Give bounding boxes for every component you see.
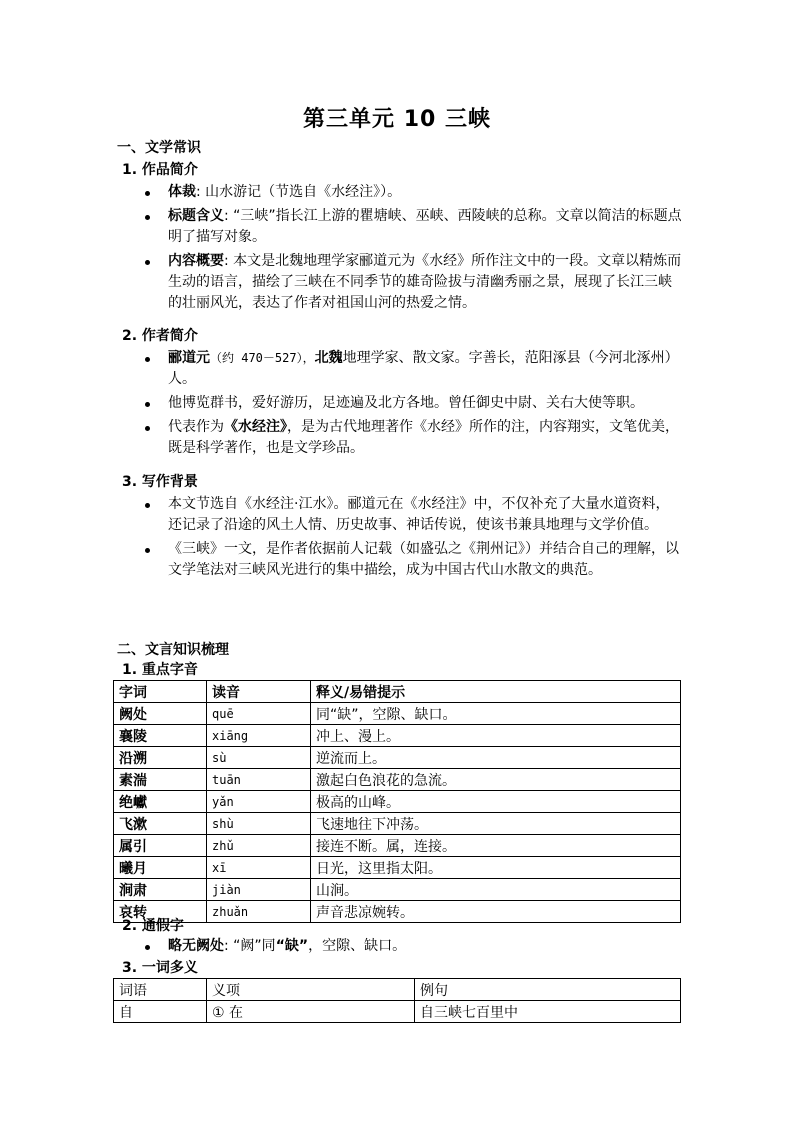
table-cell: 激起白色浪花的急流。: [311, 769, 681, 791]
background-list: [143, 494, 683, 584]
table-cell: 接连不断。属，连接。: [311, 835, 681, 857]
table-cell: 山涧。: [311, 879, 681, 901]
section1-sub1-heading: 1. 作品简介: [122, 162, 198, 178]
list-item: [143, 393, 683, 414]
tongjia-text-c: ，空隙、缺口。: [308, 938, 407, 954]
table-cell: jiàn: [207, 879, 311, 901]
column-header: 释义/易错提示: [311, 681, 681, 703]
table-cell: shù: [207, 813, 311, 835]
column-header: 词语: [114, 979, 207, 1001]
section2-sub2-heading: 2. 通假字: [122, 918, 184, 934]
column-header: 字词: [114, 681, 207, 703]
item-text: : “三峡”指长江上游的瞿塘峡、巫峡、西陵峡的总称。文章以简洁的标题点明了描写对象。: [168, 208, 682, 245]
table-cell: xī: [207, 857, 311, 879]
list-item: [143, 417, 683, 459]
table-cell: 阙处: [114, 703, 207, 725]
list-item: [143, 251, 683, 314]
table-row: [114, 769, 681, 791]
table-cell: 飞速地往下冲荡。: [311, 813, 681, 835]
table-cell: 极高的山峰。: [311, 791, 681, 813]
list-item: [143, 182, 683, 203]
item-label: 内容概要: [168, 253, 224, 269]
author-desc-2: 他博览群书，爱好游历，足迹遍及北方各地。曾任御史中尉、关右大使等职。: [168, 395, 644, 411]
column-header: 读音: [207, 681, 311, 703]
table-cell: 自三峡七百里中: [415, 1001, 681, 1023]
work-title: 《水经注》: [224, 419, 287, 435]
table-cell: 哀转: [114, 901, 207, 923]
list-item: [143, 936, 683, 957]
table-cell: 素湍: [114, 769, 207, 791]
table-cell: 逆流而上。: [311, 747, 681, 769]
page-title: 第三单元 10 三峡: [303, 107, 491, 132]
section2-sub3-heading: 3. 一词多义: [122, 960, 198, 976]
section1-sub2-heading: 2. 作者简介: [122, 328, 198, 344]
table-cell: zhǔ: [207, 835, 311, 857]
table-cell: 声音悲凉婉转。: [311, 901, 681, 923]
section1-sub3-heading: 3. 写作背景: [122, 474, 198, 490]
table-header-row: [114, 681, 681, 703]
author-desc: 地理学家、散文家。字善长，范阳涿县（今河北涿州）人。: [168, 350, 679, 387]
item-label: 标题含义: [168, 208, 224, 224]
author-intro-list: [143, 348, 683, 462]
table-row: [114, 879, 681, 901]
list-item: 本文节选自《水经注·江水》。郦道元在《水经注》中，不仅补充了大量水道资料，还记录了沿途的风土人情、历史故事、神话传说，使该书兼具地理与文学价值。: [143, 494, 683, 536]
table-cell: tuān: [207, 769, 311, 791]
column-header: 义项: [207, 979, 415, 1001]
table-cell: ① 在: [207, 1001, 415, 1023]
pronunciation-table: [113, 680, 681, 923]
item-label: 体裁: [168, 184, 196, 200]
table-cell: 涧肃: [114, 879, 207, 901]
table-row: [114, 725, 681, 747]
item-text: : 山水游记（节选自《水经注》）。: [196, 184, 402, 200]
table-cell: 冲上、漫上。: [311, 725, 681, 747]
tongjia-label: 略无阙处: [168, 938, 224, 954]
author-era: 北魏: [314, 350, 343, 366]
table-row: [114, 835, 681, 857]
table-cell: 属引: [114, 835, 207, 857]
tongjia-list: [143, 936, 683, 960]
work-pre: 代表作为: [168, 419, 224, 435]
table-row: [114, 791, 681, 813]
table-row: [114, 1001, 681, 1023]
table-cell: sù: [207, 747, 311, 769]
table-row: [114, 813, 681, 835]
column-header: 例句: [415, 979, 681, 1001]
tongjia-text-a: : “阙”同: [224, 938, 276, 954]
table-cell: zhuǎn: [207, 901, 311, 923]
list-item: 《三峡》一文，是作者依据前人记载（如盛弘之《荆州记》）并结合自己的理解，以文学笔法对三峡风光进行的集中描绘，成为中国古代山水散文的典范。: [143, 539, 683, 581]
table-cell: yǎn: [207, 791, 311, 813]
table-row: [114, 703, 681, 725]
table-cell: 沿溯: [114, 747, 207, 769]
tongjia-text-b: “缺”: [275, 938, 309, 954]
table-header-row: [114, 979, 681, 1001]
section1-heading: 一、文学常识: [117, 140, 201, 156]
table-cell: 自: [114, 1001, 207, 1023]
list-item: [143, 206, 683, 248]
list-item: [143, 348, 683, 390]
work-post: ，是为古代地理著作《水经》所作的注，内容翔实，文笔优美，既是科学著作，也是文学珍品。: [168, 419, 679, 456]
author-name: 郦道元: [168, 350, 210, 366]
table-row: [114, 857, 681, 879]
table-row: [114, 901, 681, 923]
table-cell: 绝巘: [114, 791, 207, 813]
table-cell: 日光，这里指太阳。: [311, 857, 681, 879]
table-cell: quē: [207, 703, 311, 725]
polysemy-table: [113, 978, 681, 1023]
work-intro-list: [143, 182, 683, 317]
table-row: [114, 747, 681, 769]
table-cell: 飞漱: [114, 813, 207, 835]
table-cell: 襄陵: [114, 725, 207, 747]
table-cell: 曦月: [114, 857, 207, 879]
section2-sub1-heading: 1. 重点字音: [122, 662, 198, 678]
author-years: （约 470－527），: [210, 351, 315, 365]
table-cell: 同“缺”，空隙、缺口。: [311, 703, 681, 725]
section2-heading: 二、文言知识梳理: [117, 642, 229, 658]
item-text: : 本文是北魏地理学家郦道元为《水经》所作注文中的一段。文章以精炼而生动的语言，描绘了三峡在不同季节的雄奇险拔与清幽秀丽之景，展现了长江三峡的壮丽风光，表达了作者对祖国山河的热爱之情。: [168, 253, 682, 311]
table-cell: xiāng: [207, 725, 311, 747]
